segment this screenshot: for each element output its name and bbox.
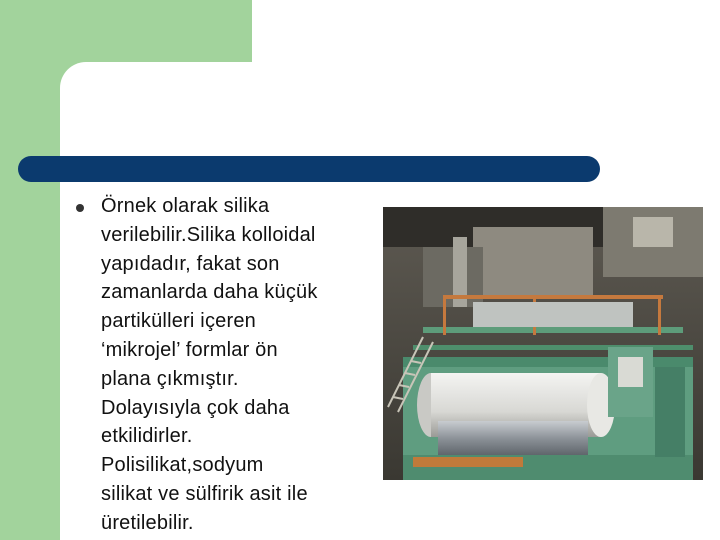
decorative-green-strip — [0, 62, 60, 540]
paper-machine-photo — [383, 207, 703, 480]
bullet-icon — [76, 204, 84, 212]
bullet-text: Örnek olarak silika verilebilir.Silika kolloidal yapıdadır, fakat son zamanlarda daha küçük partikülleri içeren ‘mikrojel’ formlar ön plana çıkmıştır. Dolayısıyla çok daha etkilidirler. Polisilikat,sodyum silikat ve sülfirik asit ile üretilebilir. — [101, 195, 318, 534]
title-bar — [18, 156, 600, 182]
